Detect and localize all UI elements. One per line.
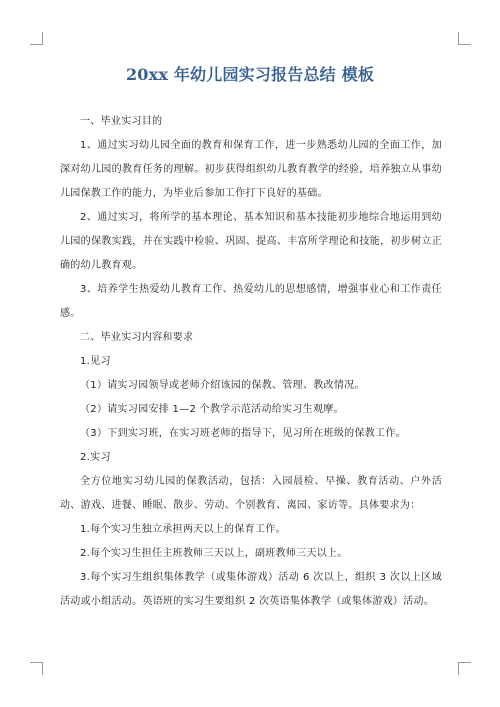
paragraph: 全方位地实习幼儿园的保教活动，包括：入园晨检、早操、教育活动、户外活动、游戏、进餐、睡眠、散步、劳动、个别教育、离园、家访等。具体要求为： — [60, 476, 442, 511]
list-item: （1）请实习园领导或老师介绍该园的保教、管理、教改情况。 — [80, 380, 365, 391]
section-heading: 二、毕业实习内容和要求 — [80, 332, 194, 343]
document-title: 20xx 年幼儿园实习报告总结 模板 — [125, 65, 375, 84]
document-body — [60, 110, 442, 614]
section-heading: 一、毕业实习目的 — [80, 116, 163, 127]
subsection-heading: 1.见习 — [80, 356, 111, 367]
paragraph: 2、通过实习，将所学的基本理论、基本知识和基本技能初步地综合地运用到幼儿园的保教实践，并在实践中检验、巩固、提高、丰富所学理论和技能，初步树立正确的幼儿教育观。 — [60, 212, 442, 271]
list-item: 2.每个实习生担任主班教师三天以上，副班教师三天以上。 — [80, 548, 348, 559]
paragraph: 3、培养学生热爱幼儿教育工作、热爱幼儿的思想感情，增强事业心和工作责任感。 — [60, 284, 442, 319]
paragraph: 1、通过实习幼儿园全面的教育和保育工作，进一步熟悉幼儿园的全面工作，加深对幼儿园的教育任务的理解。初步获得组织幼儿教育教学的经验，培养独立从事幼儿园保教工作的能力，为毕业后参加工作打下良好的基础。 — [60, 140, 442, 199]
list-item: 1.每个实习生独立承担两天以上的保育工作。 — [80, 524, 286, 535]
list-item: 3.每个实习生组织集体教学（或集体游戏）活动 6 次以上，组织 3 次以上区域活动或小组活动。英语班的实习生要组织 2 次英语集体教学（或集体游戏）活动。 — [60, 572, 442, 607]
crop-mark-bottom-left — [30, 662, 43, 675]
list-item: （2）请实习园安排 1—2 个教学示范活动给实习生观摩。 — [80, 404, 344, 415]
crop-mark-bottom-right — [458, 662, 471, 675]
crop-mark-top-left — [30, 32, 43, 45]
list-item: （3）下到实习班，在实习班老师的指导下，见习所在班级的保教工作。 — [80, 428, 406, 439]
crop-mark-top-right — [458, 32, 471, 45]
subsection-heading: 2.实习 — [80, 452, 111, 463]
